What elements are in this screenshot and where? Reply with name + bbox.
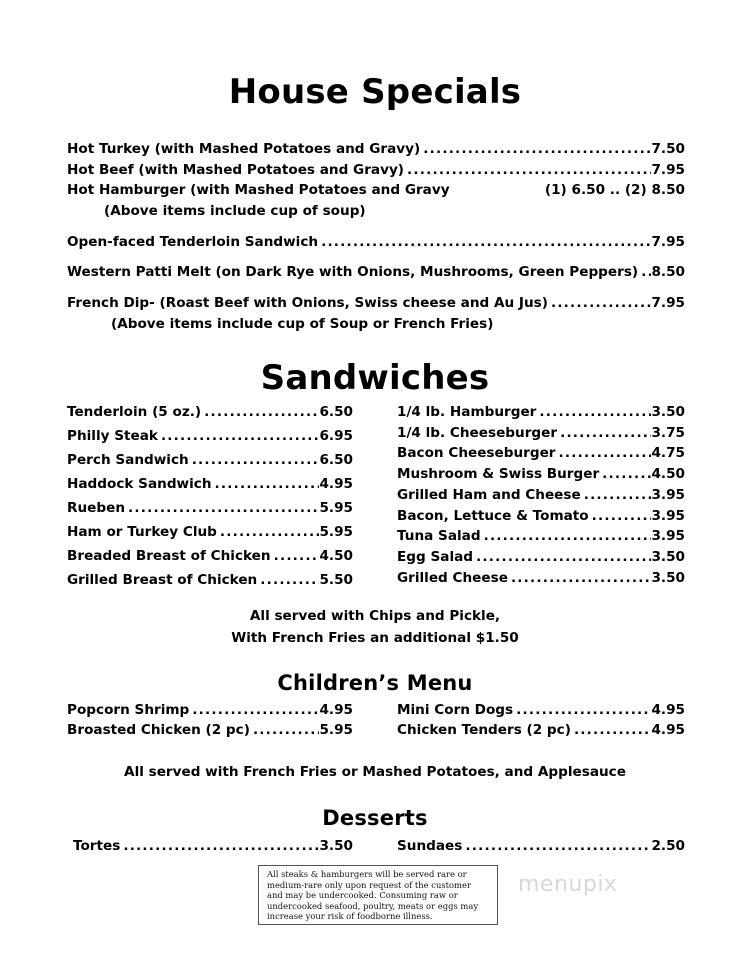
leader-dots <box>599 465 651 483</box>
item-price: 6.50 <box>319 404 353 420</box>
soup-note: (Above items include cup of soup) <box>104 203 366 219</box>
childrens-menu-note: All served with French Fries or Mashed Potatoes, and Applesauce <box>124 764 626 780</box>
item-price: 7.95 <box>651 162 685 178</box>
item-price: 5.95 <box>319 524 353 540</box>
item-price: 6.95 <box>319 428 353 444</box>
item-price: 7.95 <box>651 295 685 311</box>
item-name: Perch Sandwich <box>67 452 189 468</box>
item-price: 4.95 <box>319 476 353 492</box>
item-name: Mini Corn Dogs <box>397 702 514 718</box>
item-name: Open-faced Tenderloin Sandwich <box>67 234 319 250</box>
menu-item <box>397 486 685 504</box>
item-name: Tortes <box>73 838 121 854</box>
leader-dots <box>557 424 651 442</box>
item-price: 3.95 <box>651 507 685 524</box>
leader-dots <box>589 507 652 525</box>
sandwiches-title: Sandwiches <box>260 358 490 398</box>
menu-item <box>67 233 685 251</box>
leader-dots <box>404 161 651 179</box>
menu-item <box>397 465 685 483</box>
item-price: 3.95 <box>651 486 685 503</box>
item-name: Grilled Cheese <box>397 569 508 586</box>
watermark: menupix <box>518 872 618 897</box>
leader-dots <box>556 444 652 462</box>
leader-dots <box>536 403 651 421</box>
item-name: Ham or Turkey Club <box>67 524 217 540</box>
item-name: Breaded Breast of Chicken <box>67 548 271 564</box>
menu-item <box>67 475 353 493</box>
sandwiches-note-line2: With French Fries an additional $1.50 <box>231 630 519 646</box>
item-name: Grilled Ham and Cheese <box>397 486 581 503</box>
item-price: 3.75 <box>651 424 685 441</box>
leader-dots <box>250 721 320 739</box>
item-name: Hot Beef (with Mashed Potatoes and Gravy) <box>67 162 405 178</box>
item-price: 2.50 <box>651 838 685 854</box>
leader-dots <box>271 547 320 565</box>
item-name: Tenderloin (5 oz.) <box>67 404 202 420</box>
childrens-menu-title: Children’s Menu <box>277 671 473 695</box>
item-price: 5.95 <box>319 722 353 738</box>
item-price: 4.50 <box>319 548 353 564</box>
item-price: (1) 6.50 .. (2) 8.50 <box>544 182 685 198</box>
menu-item <box>397 444 685 462</box>
menu-item <box>67 547 353 565</box>
item-price: 8.50 <box>651 264 685 280</box>
menu-item <box>73 837 353 855</box>
item-name: Popcorn Shrimp <box>67 702 190 718</box>
item-price: 3.50 <box>651 569 685 586</box>
house-specials-title: House Specials <box>228 72 522 112</box>
menu-item <box>67 721 353 739</box>
item-name: 1/4 lb. Hamburger <box>397 404 537 420</box>
menu-item <box>397 507 685 525</box>
leader-dots <box>513 701 651 719</box>
item-name: Chicken Tenders (2 pc) <box>397 722 571 738</box>
menu-item <box>67 263 685 281</box>
menu-item <box>397 424 685 442</box>
leader-dots <box>638 263 651 281</box>
food-safety-disclaimer: All steaks & hamburgers will be served rare or medium-rare only upon request of the customer and may be undercooked. Consuming raw or undercooked seafood, poultry, meats or eggs may increase your risk of foodborne illness. <box>258 865 498 925</box>
item-name: Grilled Breast of Chicken <box>67 572 258 588</box>
item-name: Philly Steak <box>67 428 158 444</box>
item-price: 4.50 <box>651 466 685 483</box>
item-name: Broasted Chicken (2 pc) <box>67 722 250 738</box>
item-price: 3.50 <box>319 838 353 854</box>
leader-dots <box>571 721 652 739</box>
soup-fries-note: (Above items include cup of Soup or French Fries) <box>111 316 494 332</box>
leader-dots <box>158 427 320 445</box>
leader-dots <box>548 294 652 312</box>
menu-item <box>397 837 685 855</box>
leader-dots <box>581 486 652 504</box>
menu-item <box>67 701 353 719</box>
sandwiches-note-line1: All served with Chips and Pickle, <box>249 608 501 624</box>
leader-dots <box>201 403 319 421</box>
item-name: Hot Hamburger (with Mashed Potatoes and Gravy <box>67 182 450 198</box>
leader-dots <box>189 451 320 469</box>
item-name: Sundaes <box>397 838 463 854</box>
menu-item <box>67 427 353 445</box>
item-name: Haddock Sandwich <box>67 476 212 492</box>
leader-dots <box>473 548 651 566</box>
item-price: 5.50 <box>319 572 353 588</box>
menu-item <box>67 181 685 199</box>
menu-item <box>397 569 685 587</box>
menu-item <box>67 294 685 312</box>
item-name: French Dip- (Roast Beef with Onions, Swiss cheese and Au Jus) <box>67 295 548 311</box>
item-price: 5.95 <box>319 500 353 516</box>
menu-item <box>397 403 685 421</box>
item-name: Egg Salad <box>397 548 474 565</box>
leader-dots <box>481 527 652 545</box>
menu-item <box>67 451 353 469</box>
menu-item <box>397 548 685 566</box>
leader-dots <box>420 140 651 158</box>
item-name: Rueben <box>67 500 125 516</box>
item-price: 7.95 <box>651 234 685 250</box>
item-name: Western Patti Melt (on Dark Rye with Onions, Mushrooms, Green Peppers) <box>67 264 639 280</box>
menu-item <box>67 523 353 541</box>
item-name: Bacon, Lettuce & Tomato <box>397 507 589 524</box>
leader-dots <box>217 523 320 541</box>
item-price: 4.95 <box>319 702 353 718</box>
item-price: 4.75 <box>651 445 685 462</box>
leader-dots <box>212 475 320 493</box>
leader-dots <box>318 233 651 251</box>
item-price: 7.50 <box>651 141 685 157</box>
leader-dots <box>508 569 652 587</box>
item-price: 3.50 <box>651 548 685 565</box>
menu-item <box>67 140 685 158</box>
item-price: 6.50 <box>319 452 353 468</box>
item-price: 3.50 <box>651 404 685 420</box>
item-price: 4.95 <box>651 722 685 738</box>
leader-dots <box>125 499 319 517</box>
menu-item <box>397 721 685 739</box>
leader-dots <box>257 571 319 589</box>
menu-item <box>67 571 353 589</box>
leader-dots <box>462 837 651 855</box>
desserts-title: Desserts <box>322 806 428 830</box>
menu-item <box>67 403 353 421</box>
item-price: 3.95 <box>651 528 685 545</box>
menu-item <box>67 499 353 517</box>
item-name: Tuna Salad <box>397 528 481 545</box>
item-name: Hot Turkey (with Mashed Potatoes and Gravy) <box>67 141 421 157</box>
menu-item <box>397 701 685 719</box>
menu-item <box>397 527 685 545</box>
leader-dots <box>189 701 319 719</box>
item-name: Bacon Cheeseburger <box>397 445 556 462</box>
item-name: 1/4 lb. Cheeseburger <box>397 424 558 441</box>
item-name: Mushroom & Swiss Burger <box>397 466 600 483</box>
menu-item <box>67 161 685 179</box>
leader-dots <box>120 837 319 855</box>
item-price: 4.95 <box>651 702 685 718</box>
